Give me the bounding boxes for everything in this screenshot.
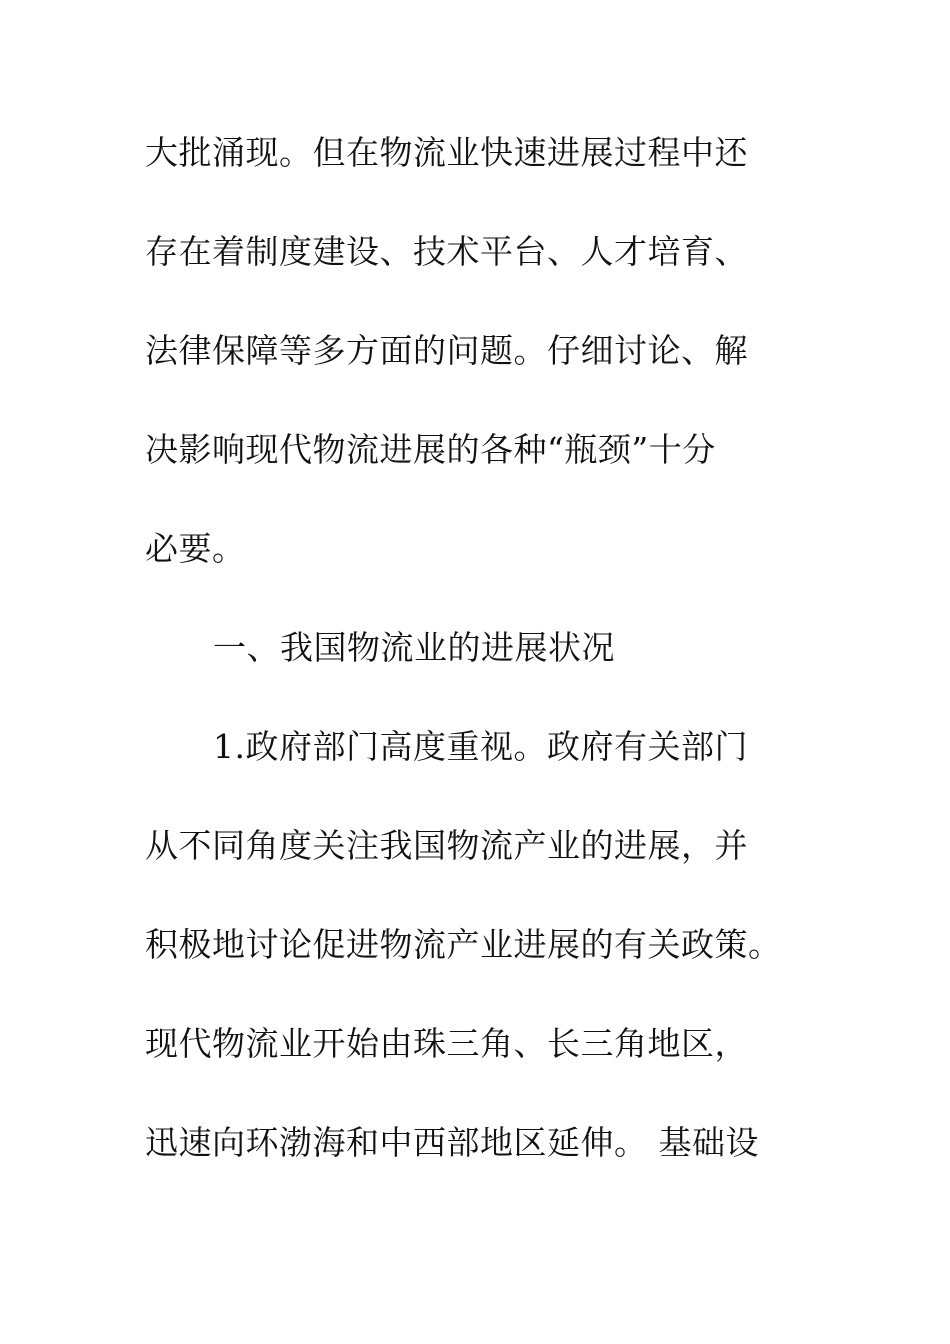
paragraph-line: 法律保障等多方面的问题。仔细讨论、解	[145, 331, 748, 370]
section-heading: 一、我国物流业的进展状况	[213, 628, 615, 667]
paragraph-line: 必要。	[145, 529, 246, 568]
paragraph-line: 从不同角度关注我国物流产业的进展，并	[145, 826, 748, 865]
paragraph-line: 1.政府部门高度重视。政府有关部门	[213, 727, 748, 766]
paragraph-line: 存在着制度建设、技术平台、人才培育、	[145, 232, 748, 271]
paragraph-line: 大批涌现。但在物流业快速进展过程中还	[145, 133, 748, 172]
paragraph-line: 积极地讨论促进物流产业进展的有关政策。	[145, 925, 782, 964]
paragraph-line: 决影响现代物流进展的各种“瓶颈”十分	[145, 430, 716, 469]
paragraph-line: 现代物流业开始由珠三角、长三角地区，	[145, 1024, 748, 1063]
paragraph-line: 迅速向环渤海和中西部地区延伸。 基础设	[145, 1123, 759, 1162]
